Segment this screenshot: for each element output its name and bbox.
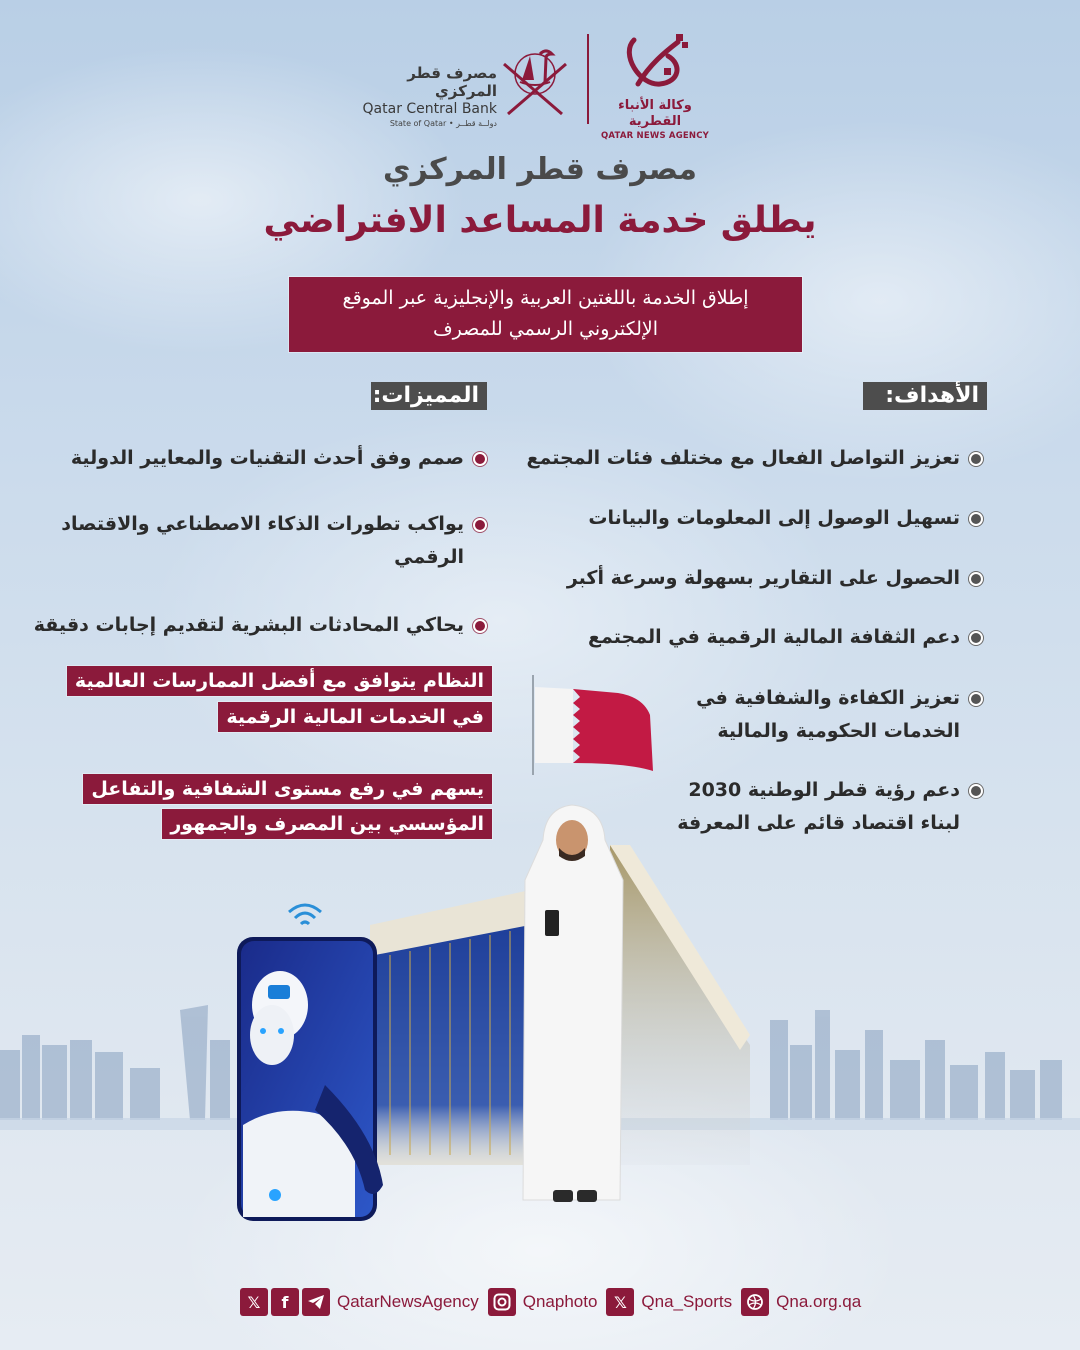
qcb-name-ar: مصرف قطر المركزي [407, 64, 497, 100]
social-handle-instagram[interactable]: Qnaphoto [522, 1292, 598, 1311]
page-subtitle: يطلق خدمة المساعد الافتراضي [263, 200, 817, 241]
bullet-icon [968, 691, 984, 707]
highlight-2-line-2: المؤسسي بين المصرف والجمهور [162, 809, 492, 839]
qcb-logo [362, 64, 497, 130]
highlight-1-line-2: في الخدمات المالية الرقمية [218, 702, 492, 732]
banner-line-1: إطلاق الخدمة باللغتين العربية والإنجليزية عبر الموقع [342, 287, 749, 309]
ai-robot-phone-illustration [235, 935, 385, 1225]
feature-item: يحاكي المحادثات البشرية لتقديم إجابات دقيقة [28, 609, 488, 642]
goal-item: الحصول على التقارير بسهولة وسرعة أكبر [524, 562, 984, 595]
feature-item: يواكب تطورات الذكاء الاصطناعي والاقتصاد الرقمي [48, 508, 488, 574]
instagram-icon[interactable] [488, 1288, 516, 1316]
bullet-icon [472, 451, 488, 467]
man-with-phone-illustration [515, 800, 630, 1215]
qatar-flag-illustration [528, 675, 653, 775]
qcb-name-en: Qatar Central Bank [362, 101, 497, 117]
goal-item: دعم رؤية قطر الوطنية 2030 لبناء اقتصاد قائم على المعرفة [664, 774, 984, 840]
social-handle-sports[interactable]: Qna_Sports [641, 1292, 733, 1311]
qna-logo [600, 34, 710, 141]
logo-divider [587, 34, 589, 124]
bullet-icon [968, 630, 984, 646]
wifi-icon [285, 900, 325, 930]
qcb-state: State of Qatar • دولــة قطــر [389, 119, 497, 128]
qna-name-ar: وكالة الأنباء القطرية [618, 98, 692, 129]
bullet-icon [472, 517, 488, 533]
qna-symbol-icon [620, 34, 690, 92]
banner-line-2: الإلكتروني الرسمي للمصرف [432, 318, 658, 340]
bullet-icon [968, 571, 984, 587]
social-handle-main[interactable]: QatarNewsAgency [337, 1292, 479, 1311]
bullet-icon [472, 618, 488, 634]
social-footer [240, 1287, 867, 1317]
goal-item: دعم الثقافة المالية الرقمية في المجتمع [524, 621, 984, 654]
goal-item: تعزيز التواصل الفعال مع مختلف فئات المجتمع [524, 442, 984, 475]
bullet-icon [968, 783, 984, 799]
goal-item: تسهيل الوصول إلى المعلومات والبيانات [524, 502, 984, 535]
x-sports-icon[interactable]: 𝕏 [606, 1288, 634, 1316]
launch-banner [289, 277, 802, 352]
goal-item: تعزيز الكفاءة والشفافية في الخدمات الحكومية والمالية [639, 682, 984, 748]
bullet-icon [968, 511, 984, 527]
x-icon[interactable]: 𝕏 [240, 1288, 268, 1316]
features-heading: المميزات: [371, 382, 487, 410]
highlight-2-line-1: يسهم في رفع مستوى الشفافية والتفاعل [83, 774, 492, 804]
highlight-1-line-1: النظام يتوافق مع أفضل الممارسات العالمية [67, 666, 492, 696]
goals-heading: الأهداف: [863, 382, 987, 410]
website-link[interactable]: Qna.org.qa [776, 1292, 862, 1311]
globe-icon[interactable] [741, 1288, 769, 1316]
qna-name-en: QATAR NEWS AGENCY [600, 131, 709, 141]
qatar-emblem-icon [500, 44, 570, 119]
feature-item: صمم وفق أحدث التقنيات والمعايير الدولية [48, 442, 488, 475]
bullet-icon [968, 451, 984, 467]
page-title: مصرف قطر المركزي [383, 152, 697, 187]
facebook-icon[interactable]: f [271, 1288, 299, 1316]
telegram-icon[interactable] [302, 1288, 330, 1316]
